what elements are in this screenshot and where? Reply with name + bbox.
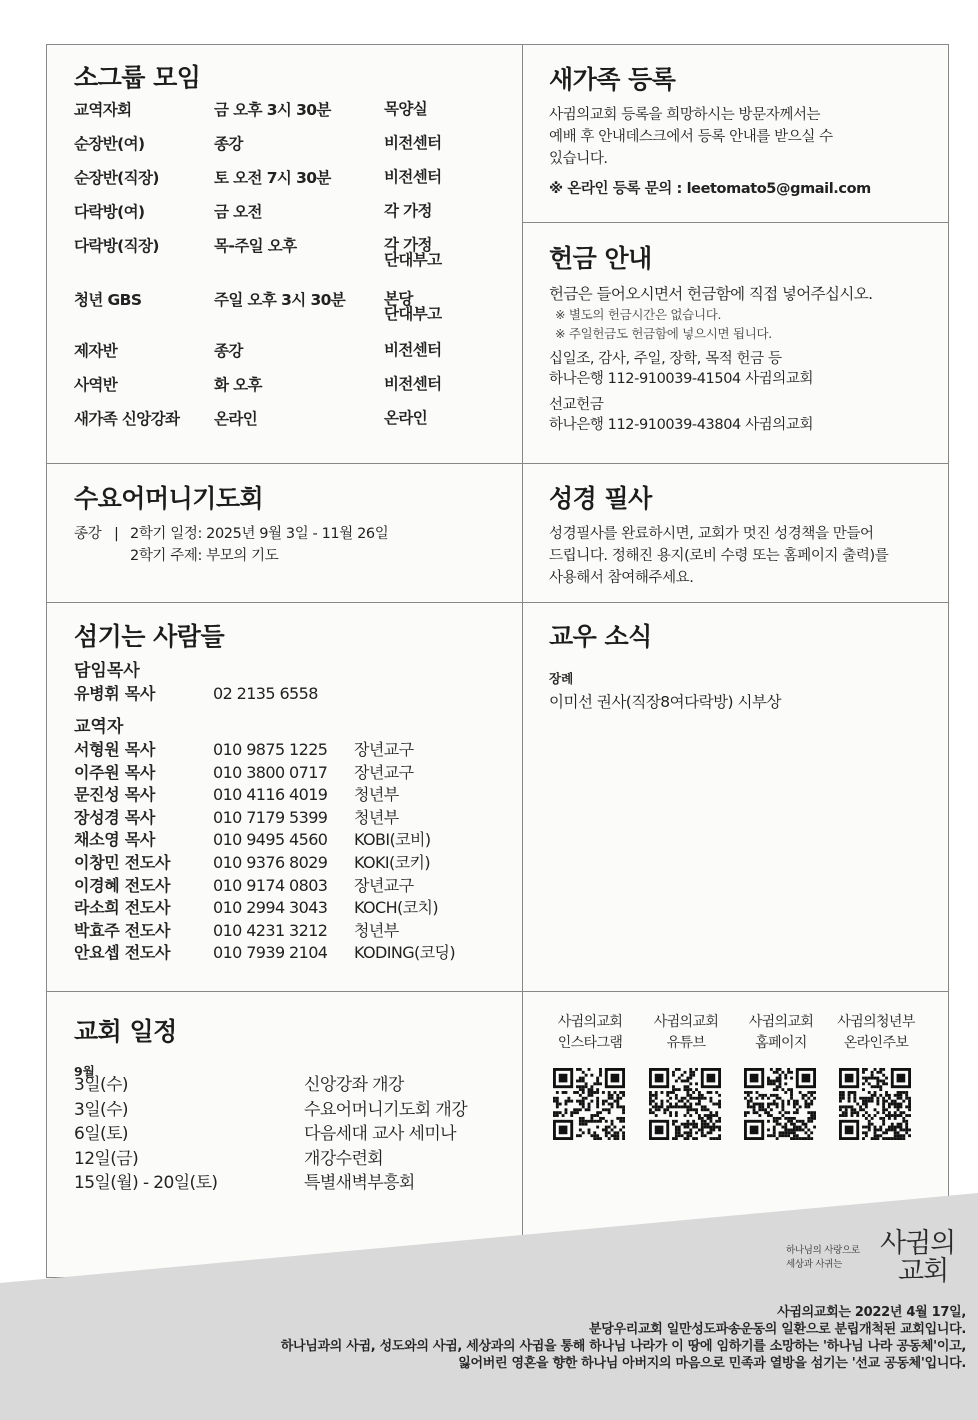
section-title: 섬기는 사람들 [74,622,225,651]
group-name: 순장반(여) [74,135,145,153]
place-line: 본당 [384,290,413,308]
footer-line: 분당우리교회 일만성도파송운동의 일환으로 분립개척된 교회입니다. [588,1322,966,1337]
group-name: 교역자회 [74,101,132,119]
text-line: 성경필사를 완료하시면, 교회가 멋진 성경책을 만들어 [549,526,874,542]
schedule-month: 9월 [74,1064,95,1079]
staff-phone: 010 9174 0803 [213,875,328,895]
qr-label-line: 홈페이지 [755,1035,807,1051]
separator: | [114,526,119,542]
event-date: 6일(토) [74,1124,128,1144]
group-name: 다락방(직장) [74,237,159,255]
place-line: 단대부고 [384,251,442,269]
logo-line: 교회 [898,1256,949,1287]
staff-dept: 장년교구 [354,740,414,759]
event-name: 수요어머니기도회 개강 [304,1099,468,1120]
place-line: 비전센터 [384,168,442,186]
status-label: 종강 [74,526,102,542]
place-line: 온라인 [384,409,428,427]
event-date: 12일(금) [74,1148,139,1169]
group-time: 금 오후 3시 30분 [214,101,331,119]
staff-name: 서형원 목사 [74,740,156,759]
brand-tagline [786,1244,860,1272]
staff-name: 장성경 목사 [74,807,156,827]
staff-dept: 청년부 [354,807,399,827]
group-name: 제자반 [74,342,118,360]
staff-name: 안요셉 전도사 [74,943,171,963]
pastor-name: 유병휘 목사 [74,684,156,703]
logo-line: 사귐의 [880,1228,956,1259]
staff-phone: 010 7939 2104 [213,943,328,963]
qr-label-line: 인스타그램 [557,1035,623,1051]
offering-note: ※ 별도의 헌금시간은 없습니다. [555,307,722,322]
qr-label-line: 사귐의교회 [748,1014,814,1030]
qr-label-line: 사귐의청년부 [837,1014,915,1030]
tagline-line: 하나님의 사랑으로 [786,1245,860,1256]
account-label: 십일조, 감사, 주일, 장학, 목적 헌금 등 [549,351,782,367]
place-line: 각 가정 [384,202,432,220]
qr-label-line: 유튜브 [666,1035,706,1051]
group-time: 화 오후 [214,376,262,394]
section-title: 새가족 등록 [549,65,676,94]
staff-dept: 청년부 [354,785,399,805]
staff-phone: 010 9376 8029 [213,853,328,872]
account-label: 선교헌금 [549,397,604,413]
section-title: 헌금 안내 [549,244,652,273]
news-item: 이미선 권사(직장8여다락방) 시부상 [549,693,781,711]
group-time: 주일 오후 3시 30분 [214,291,346,309]
place-line: 단대부고 [384,305,442,323]
group-name: 청년 GBS [74,291,142,309]
qr-label-line: 온라인주보 [843,1035,909,1051]
place-line: 각 가정 [384,236,432,254]
prayer-theme: 2학기 주제: 부모의 기도 [130,548,279,564]
offering-instruction: 헌금은 들어오시면서 헌금함에 직접 넣어주십시오. [549,285,873,303]
text-line: 있습니다. [549,151,608,167]
account-number: 하나은행 112-910039-41504 사귐의교회 [549,371,814,387]
staff-name: 이경혜 전도사 [74,875,171,895]
staff-heading-label: 교역자 [74,717,124,737]
staff-name: 박효주 전도사 [74,920,171,940]
event-date: 3일(수) [74,1099,128,1120]
news-category: 장례 [549,671,574,686]
text-line: 예배 후 안내데스크에서 등록 안내를 받으실 수 [549,129,833,145]
section-title: 소그룹 모임 [74,63,201,92]
event-date: 3일(수) [74,1075,128,1095]
staff-name: 이주원 목사 [74,762,156,782]
staff-name: 라소희 전도사 [74,898,171,918]
staff-dept: 장년교구 [354,875,414,895]
group-name: 다락방(여) [74,203,145,221]
prayer-schedule: 2학기 일정: 2025년 9월 3일 - 11월 26일 [130,526,389,542]
footer-line: 하나님과의 사귐, 성도와의 사귐, 세상과의 사귐을 통해 하나님 나라가 이 땅에 임하기를 소망하는 '하나님 나라 공동체'이고, [280,1339,966,1354]
qr-label-line: 사귐의교회 [557,1014,623,1030]
event-name: 특별새벽부흥회 [304,1173,415,1193]
staff-dept: KOKI(코키) [354,853,431,872]
place-line: 비전센터 [384,375,442,393]
staff-phone: 010 3800 0717 [213,762,328,782]
footer-line: 사귐의교회는 2022년 4월 17일, [777,1305,966,1320]
group-time: 온라인 [214,410,258,428]
place-line: 비전센터 [384,341,442,359]
pastor-phone: 02 2135 6558 [213,684,318,703]
place-line: 목양실 [384,100,428,118]
staff-phone: 010 2994 3043 [213,898,328,918]
text-line: 드립니다. 정해진 용지(로비 수령 또는 홈페이지 출력)를 [549,548,889,564]
group-name: 새가족 신앙강좌 [74,410,180,428]
group-time: 금 오전 [214,203,262,221]
event-name: 다음세대 교사 세미나 [304,1124,457,1144]
staff-phone: 010 4231 3212 [213,920,328,940]
staff-dept: 청년부 [354,920,399,940]
registration-contact: ※ 온라인 등록 문의 : leetomato5@gmail.com [549,181,871,197]
staff-phone: 010 4116 4019 [213,785,328,805]
event-name: 신앙강좌 개강 [304,1075,404,1095]
staff-name: 채소영 목사 [74,830,156,850]
staff-dept: KOBI(코비) [354,830,431,850]
staff-dept: KODING(코딩) [354,943,456,963]
section-title: 성경 필사 [549,484,652,513]
qr-label-line: 사귐의교회 [653,1014,719,1030]
section-title: 수요어머니기도회 [74,484,264,513]
senior-pastor-heading: 담임목사 [74,661,140,681]
staff-phone: 010 9875 1225 [213,740,328,759]
group-time: 종강 [214,135,243,153]
group-time: 종강 [214,342,243,360]
staff-dept: 장년교구 [354,762,414,782]
church-logo [880,1230,970,1286]
staff-dept: KOCH(코치) [354,898,439,918]
section-title: 교회 일정 [74,1017,177,1046]
staff-phone: 010 9495 4560 [213,830,328,850]
group-name: 사역반 [74,376,118,394]
staff-name: 이창민 전도사 [74,853,171,872]
tagline-line: 세상과 사귀는 [786,1259,842,1270]
place-line: 비전센터 [384,134,442,152]
event-name: 개강수련회 [304,1148,384,1169]
section-title: 교우 소식 [549,622,652,651]
account-number: 하나은행 112-910039-43804 사귐의교회 [549,417,814,433]
text-line: 사용해서 참여해주세요. [549,570,694,586]
staff-name: 문진성 목사 [74,785,156,805]
offering-note: ※ 주일헌금도 헌금함에 넣으시면 됩니다. [555,326,772,341]
staff-phone: 010 7179 5399 [213,807,328,827]
group-name: 순장반(직장) [74,169,159,187]
footer-line: 잃어버린 영혼을 향한 하나님 아버지의 마음으로 민족과 열방을 섬기는 '선교 공동체'입니다. [458,1356,966,1371]
event-date: 15일(월) - 20일(토) [74,1173,218,1193]
text-line: 사귐의교회 등록을 희망하시는 방문자께서는 [549,107,821,123]
group-time: 목-주일 오후 [214,237,297,255]
group-time: 토 오전 7시 30분 [214,169,331,187]
